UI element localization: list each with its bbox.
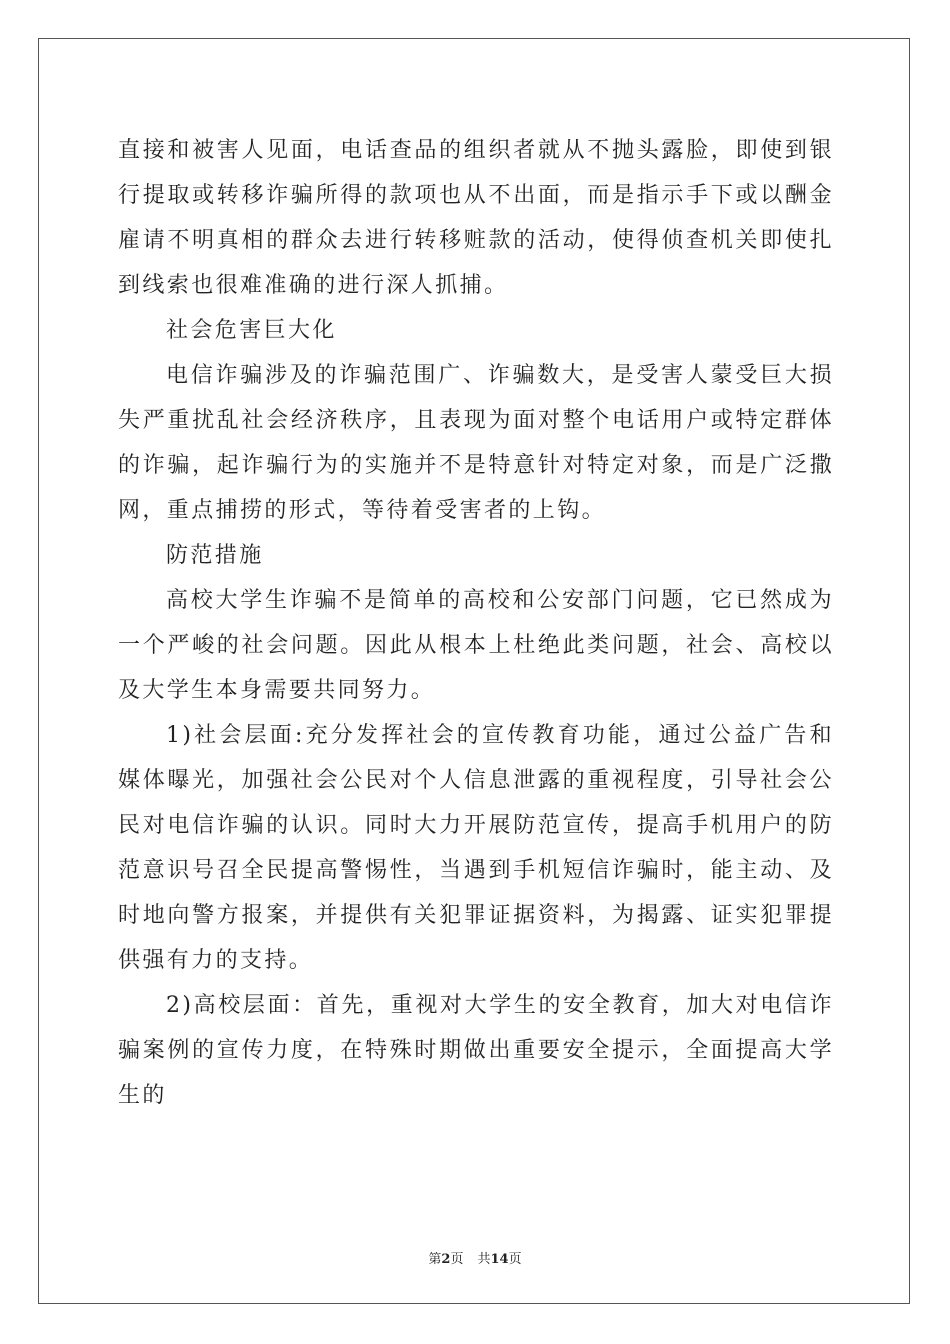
paragraph-society-level: 1)社会层面:充分发挥社会的宣传教育功能，通过公益广告和媒体曝光，加强社会公民对个人信息泄露的重视程度，引导社会公民对电信诈骗的认识。同时大力开展防范宣传，提高手机用户的防范意识号召全民提高警惕性，当遇到手机短信诈骗时，能主动、及时地向警方报案，并提供有关犯罪证据资料，为揭露、证实犯罪提供强有力的支持。 xyxy=(118,723,834,973)
footer-page-prefix: 第 xyxy=(428,1252,442,1267)
section-heading-prevention: 防范措施 xyxy=(166,543,264,568)
document-body xyxy=(118,128,834,1118)
page-footer xyxy=(0,1248,950,1267)
footer-total-prefix: 共 xyxy=(477,1252,491,1267)
paragraph-continuation: 直接和被害人见面，电话查品的组织者就从不抛头露脸，即使到银行提取或转移诈骗所得的款项也从不出面，而是指示手下或以酬金雇请不明真相的群众去进行转移赃款的活动，使得侦查机关即使扎到线索也很难准确的进行深人抓捕。 xyxy=(118,138,834,298)
paragraph-university-level: 2)高校层面：首先，重视对大学生的安全教育，加大对电信诈骗案例的宣传力度，在特殊时期做出重要安全提示，全面提高大学生的 xyxy=(118,993,834,1108)
section-heading-social-harm: 社会危害巨大化 xyxy=(166,318,337,343)
paragraph-prevention-intro: 高校大学生诈骗不是简单的高校和公安部门问题，它已然成为一个严峻的社会问题。因此从根本上杜绝此类问题，社会、高校以及大学生本身需要共同努力。 xyxy=(118,588,834,703)
footer-page-number: 2 xyxy=(441,1252,451,1267)
footer-total-number: 14 xyxy=(490,1252,509,1267)
paragraph-social-harm: 电信诈骗涉及的诈骗范围广、诈骗数大，是受害人蒙受巨大损失严重扰乱社会经济秩序，且表现为面对整个电话用户或特定群体的诈骗，起诈骗行为的实施并不是特意针对特定对象，而是广泛撒网，重点捕捞的形式，等待着受害者的上钩。 xyxy=(118,363,834,523)
footer-page-suffix: 页 xyxy=(450,1252,464,1267)
footer-total-suffix: 页 xyxy=(508,1252,522,1267)
